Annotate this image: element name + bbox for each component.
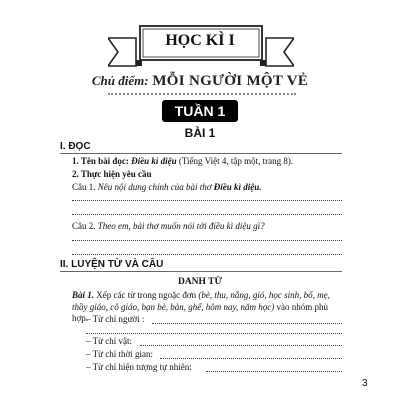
section-vocab-title: II. LUYỆN TỪ VÀ CÂU xyxy=(60,259,164,270)
answer-line[interactable] xyxy=(206,371,342,372)
question-2 xyxy=(72,221,265,232)
answer-line[interactable] xyxy=(140,345,342,346)
exercise-1-words: (bè, thu, nắng, gió, học sinh, bố, mẹ, thầy giáo, cô giáo, bạn bè, bàn, ghế, hôm nay, năm học) xyxy=(72,290,330,312)
question-2-text: Theo em, bài thơ muốn nói tới điều kì diệu gì? xyxy=(97,221,265,231)
category-objects: – Từ chỉ vật: xyxy=(86,336,132,346)
question-1-text: Nêu nội dung chính của bài thơ xyxy=(97,182,212,192)
answer-line[interactable] xyxy=(160,358,342,359)
question-1-emph: Điều kì diệu. xyxy=(213,182,262,192)
section-vocab-divider xyxy=(60,271,342,272)
section-reading-title: I. ĐỌC xyxy=(60,141,91,152)
answer-line[interactable] xyxy=(86,333,342,334)
category-time: – Từ chỉ thời gian: xyxy=(86,349,153,359)
exercise-1-text-2: vào nhóm phù hợp. xyxy=(72,301,328,323)
reading-item-1-label: 1. Tên bài đọc: xyxy=(72,156,129,166)
semester-title: HỌC KÌ I xyxy=(165,32,235,49)
theme-value: MỖI NGƯỜI MỘT VẺ xyxy=(152,73,309,89)
category-people: – Từ chỉ người : xyxy=(86,314,145,324)
reading-item-2: 2. Thực hiện yêu cầu xyxy=(72,169,152,179)
theme-divider xyxy=(108,93,296,95)
answer-line[interactable] xyxy=(72,240,342,241)
lesson-title: BÀI 1 xyxy=(184,126,216,140)
page-number: 3 xyxy=(362,378,368,389)
reading-item-1-source: (Tiếng Việt 4, tập một, trang 8). xyxy=(178,156,294,166)
answer-line[interactable] xyxy=(72,214,342,215)
vocab-subtitle: DANH TỪ xyxy=(177,277,223,287)
reading-item-1-title: Điều kì diệu xyxy=(131,156,177,166)
question-2-prefix: Câu 2. xyxy=(72,221,96,231)
theme-label: Chủ điểm: xyxy=(91,73,149,88)
answer-line[interactable] xyxy=(152,323,342,324)
week-badge: TUẦN 1 xyxy=(162,100,238,122)
question-1 xyxy=(72,182,262,193)
exercise-1-label: Bài 1. xyxy=(72,290,95,300)
reading-item-1 xyxy=(72,156,293,167)
answer-line[interactable] xyxy=(72,200,342,201)
section-reading-divider xyxy=(60,153,342,154)
question-1-prefix: Câu 1. xyxy=(72,182,96,192)
category-nature: – Từ chỉ hiện tượng tự nhiên: xyxy=(86,362,192,372)
answer-line[interactable] xyxy=(72,254,342,255)
exercise-1-text-1: Xếp các từ trong ngoặc đơn xyxy=(96,290,197,300)
theme-heading xyxy=(0,73,400,90)
